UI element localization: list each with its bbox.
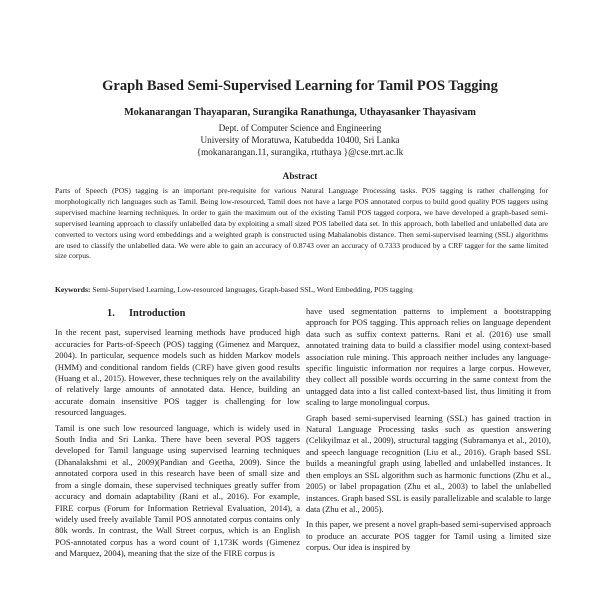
affiliation-university: University of Moratuwa, Katubedda 10400, Sri Lanka <box>200 135 400 145</box>
author-affiliation <box>0 122 600 158</box>
paper-authors: Mokanarangan Thayaparan, Surangika Ranathunga, Uthayasanker Thayasivam <box>124 107 476 118</box>
paper-title: Graph Based Semi-Supervised Learning for Tamil POS Tagging <box>102 78 498 94</box>
intro-paragraph: In the recent past, supervised learning methods have produced high accuracies for Parts-of-Speech (POS) tagging (Gimenez and Marquez, 2004). In particular, sequence models such as hidden Markov models (HMM) and conditional random fields (CRF) have given good results (Huang et al., 2015). However, these techniques rely on the availability of relatively large amounts of annotated data. Hence, building an accurate domain insensitive POS tagger is challenging for low resourced languages. <box>55 327 300 418</box>
section-heading-introduction <box>55 308 300 319</box>
keywords-text: Semi-Supervised Learning, Low-resourced languages, Graph-based SSL, Word Embedding, POS tagging <box>92 285 413 294</box>
right-column <box>306 306 551 558</box>
intro-paragraph: In this paper, we present a novel graph-based semi-supervised approach to produce an accurate POS tagger for Tamil using a limited size corpus. Our idea is inspired by <box>306 519 551 553</box>
intro-paragraph: have used segmentation patterns to implement a bootstrapping approach for POS tagging. This approach relies on language dependent data such as suffix context patterns. Rani et al. (2016) use small annotated training data to build a classifier model using context-based association rule mining. This approach neither includes any language-specific linguistic information nor requires a large corpus. However, they collect all possible words occurring in the same context from the untagged data into a list called context-based list, thus limiting it from scaling to large monolingual corpus. <box>306 306 551 408</box>
keywords-label: Keywords: <box>55 285 91 294</box>
section-title: Introduction <box>129 308 186 319</box>
affiliation-department: Dept. of Computer Science and Engineering <box>218 123 382 133</box>
intro-paragraph: Graph based semi-supervised learning (SSL) has gained traction in Natural Language Processing tasks such as question answering (Celikyilmaz et al., 2009), structural tagging (Subramanya et al., 2010), and speech language recognition (Liu et al., 2016). Graph based SSL builds a meaningful graph using labelled and unlabelled instances. It then employs an SSL algorithm such as harmonic functions (Zhu et al., 2005) or label propagation (Zhu et al., 2003) to label the unlabelled instances. Graph based SSL is easily parallelizable and scalable to large data (Zhu et al., 2005). <box>306 412 551 514</box>
section-number: 1. <box>107 308 115 319</box>
keywords <box>55 285 548 296</box>
affiliation-emails: {mokanarangan.11, surangika, rtuthaya }@cse.mrt.ac.lk <box>196 147 404 157</box>
abstract-heading: Abstract <box>282 172 318 182</box>
left-column <box>55 308 300 564</box>
abstract-text: Parts of Speech (POS) tagging is an important pre-requisite for various Natural Language Processing tasks. POS tagging is rather challenging for morphologically rich languages such as Tamil. Being low-resourced, Tamil does not have a large POS annotated corpus to build good quality POS taggers using supervised machine learning techniques. In order to gain the maximum out of the existing Tamil POS tagged corpora, we have developed a graph-based semi-supervised learning approach to classify unlabelled data by exploiting a small sized POS labelled data set. In this approach, both labelled and unlabelled data are converted to vectors using word embeddings and a weighted graph is constructed using Mahalanobis distance. Then semi-supervised learning (SSL) algorithms are used to classify the unlabelled data. We were able to gain an accuracy of 0.8743 over an accuracy of 0.7333 produced by a CRF tagger for the same limited size corpus. <box>55 186 548 261</box>
intro-paragraph: Tamil is one such low resourced language, which is widely used in South India and Sri Lanka. There have been several POS taggers developed for Tamil language using supervised learning techniques (Dhanalakshmi et al., 2009)(Pandian and Geetha, 2009). Since the annotated corpora used in this research have been of small size and from a single domain, these supervised techniques greatly suffer from accuracy and domain adaptability (Rani et al., 2016). For example, FIRE corpus (Forum for Information Retrieval Evaluation, 2014), a widely used freely available Tamil POS annotated corpus contains only 80k words. In contrast, the Wall Street corpus, which is an English POS-annotated corpus has a word count of 1,173K words (Gimenez and Marquez, 2004), meaning that the size of the FIRE corpus is <box>55 422 300 559</box>
